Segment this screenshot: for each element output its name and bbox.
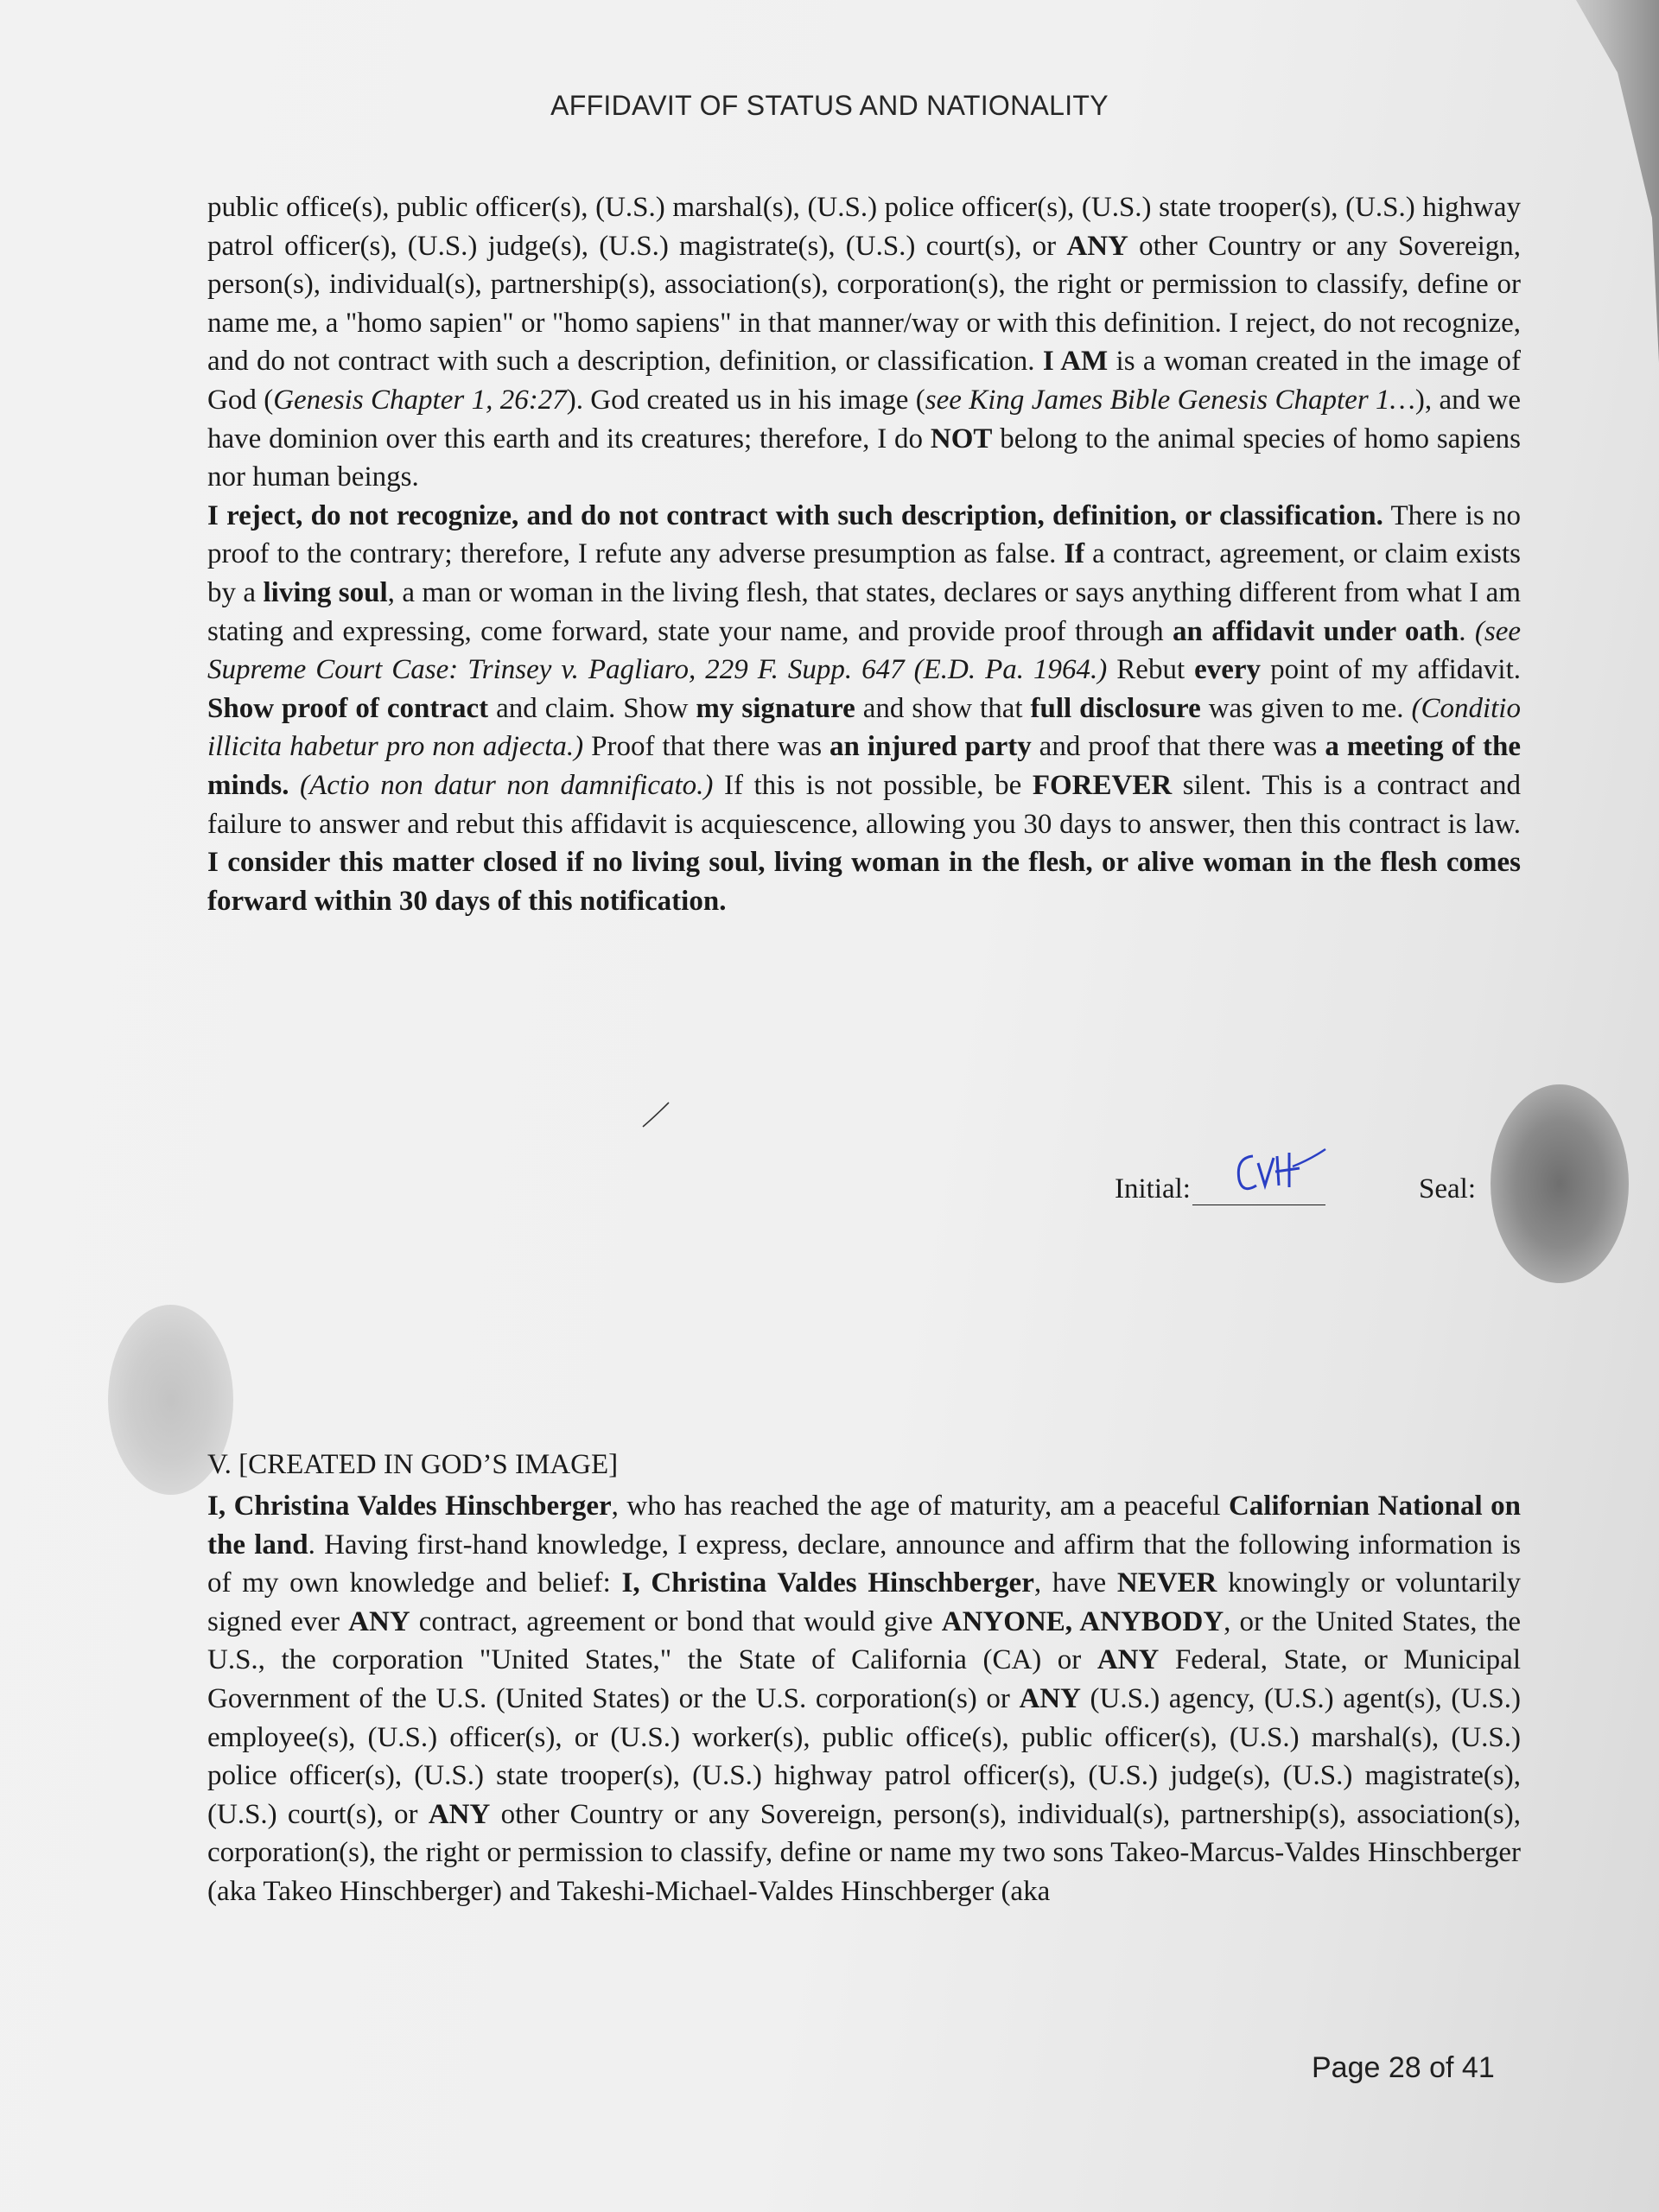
section-v-heading: V. [CREATED IN GOD’S IMAGE] bbox=[207, 1449, 619, 1480]
page-number: Page 28 of 41 bbox=[1312, 2051, 1495, 2084]
initial-label: Initial: bbox=[1115, 1173, 1191, 1205]
handwritten-initials-signature bbox=[1227, 1141, 1331, 1201]
document-header-title: AFFIDAVIT OF STATUS AND NATIONALITY bbox=[550, 90, 1109, 121]
page-curl-shadow bbox=[1521, 0, 1659, 363]
paragraph-2: I reject, do not recognize, and do not contract with such description, definition, or classification. There is no proof to the contrary; therefore, I refute any adverse presumption as false. If a contract, agreement, or claim exists by a living soul, a man or woman in the living flesh, that states, declares or says anything different from what I am stating and expressing, come forward, state your name, and provide proof through an affidavit under oath. (see Supreme Court Case: Trinsey v. Pagliaro, 229 F. Supp. 647 (E.D. Pa. 1964.) Rebut every point of my affidavit. Show proof of contract and claim. Show my signature and show that full disclosure was given to me. (Conditio illicita habetur pro non adjecta.) Proof that there was an injured party and proof that there was a meeting of the minds. (Actio non datur non damnificato.) If this is not possible, be FOREVER silent. This is a contract and failure to answer and rebut this affidavit is acquiescence, allowing you 30 days to answer, then this contract is law. I consider this matter closed if no living soul, living woman in the flesh, or alive woman in the flesh comes forward within 30 days of this notification. bbox=[207, 499, 1522, 917]
paragraph-homo-sapiens-rejection bbox=[207, 188, 1521, 920]
paragraph-3: I, Christina Valdes Hinschberger, who has reached the age of maturity, am a peaceful Californian National on the land. Having first-hand knowledge, I express, declare, announce and affirm that the following information is of my own knowledge and belief: I, Christina Valdes Hinschberger, have NEVER knowingly or voluntarily signed ever ANY contract, agreement or bond that would give ANYONE, ANYBODY, or the United States, the U.S., the corporation "United States," the State of California (CA) or ANY Federal, State, or Municipal Government of the U.S. (United States) or the U.S. corporation(s) or ANY (U.S.) agency, (U.S.) agent(s), (U.S.) employee(s), (U.S.) officer(s), or (U.S.) worker(s), public office(s), public officer(s), (U.S.) marshal(s), (U.S.) police officer(s), (U.S.) state trooper(s), (U.S.) highway patrol officer(s), (U.S.) judge(s), (U.S.) magistrate(s), (U.S.) court(s), or ANY other Country or any Sovereign, person(s), individual(s), partnership(s), association(s), corporation(s), the right or permission to classify, define or name my two sons Takeo-Marcus-Valdes Hinschberger (aka Takeo Hinschberger) and Takeshi-Michael-Valdes Hinschberger (aka bbox=[207, 1491, 1522, 1907]
seal-label: Seal: bbox=[1419, 1173, 1476, 1205]
paragraph-1: public office(s), public officer(s), (U.S.) marshal(s), (U.S.) police officer(s), (U.S.) state trooper(s), (U.S.) highway patrol officer(s), (U.S.) judge(s), (U.S.) magistrate(s), (U.S.) court(s), or ANY other Country or any Sovereign, person(s), individual(s), partnership(s), association(s), corporation(s), the right or permission to classify, define or name me, a "homo sapien" or "homo sapiens" in that manner/way or with this definition. I reject, do not recognize, and do not contract with such a description, definition, or classification. I AM is a woman created in the image of God (Genesis Chapter 1, 26:27). God created us in his image (see King James Bible Genesis Chapter 1…), and we have dominion over this earth and its creatures; therefore, I do NOT belong to the animal species of homo sapiens nor human beings. bbox=[207, 192, 1522, 493]
paragraph-created-in-gods-image bbox=[207, 1487, 1521, 1911]
thumbprint-seal bbox=[1491, 1084, 1629, 1283]
pen-stray-mark bbox=[639, 1097, 674, 1132]
